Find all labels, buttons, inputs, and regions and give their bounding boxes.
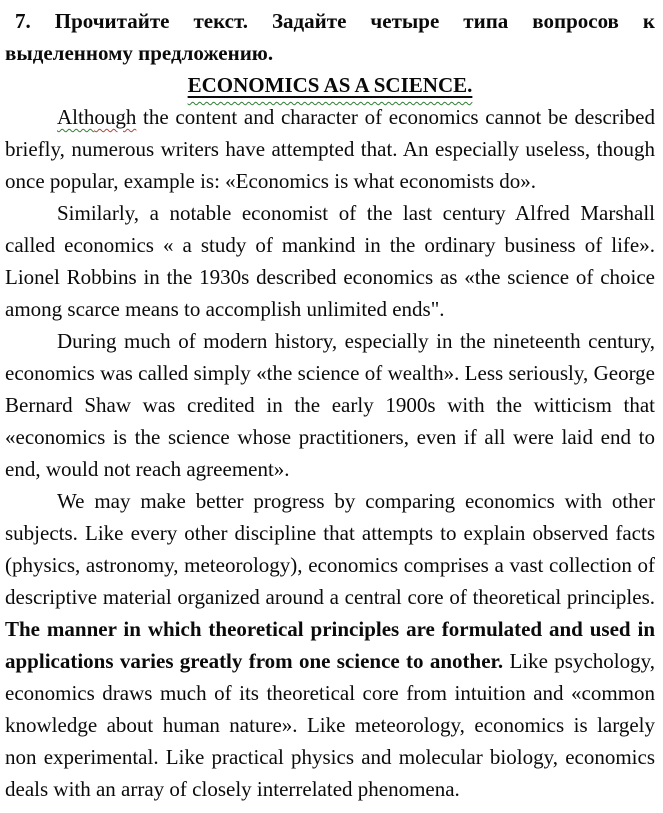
text-run: the content and character of economics cannot be described briefly, numerous writers have attempted that. An especially useless, though once popular, example is: «Economics is what economists do». — [5, 105, 655, 193]
misspelled-word-part: ough — [94, 105, 137, 129]
misspelled-word-part: Alth — [57, 105, 95, 129]
paragraph — [5, 197, 655, 325]
paragraph — [5, 325, 655, 485]
paragraph — [5, 101, 655, 197]
text-run: Similarly, a notable economist of the last century Alfred Marshall called economics « a study of mankind in the ordinary business of life». Lionel Robbins in the 1930s described economics as «the science of choice among scarce means to accomplish unlimited ends". — [5, 201, 655, 321]
bold-text-run: The manner in which theoretical principles are formulated and used in applications varies greatly from one science to another. — [5, 617, 655, 673]
document-title-row — [5, 69, 655, 101]
text-run: We may make better progress by comparing economics with other subjects. Like every other discipline that attempts to explain observed facts (physics, astronomy, meteorology), economics comprises a vast collection of descriptive material organized around a central core of theoretical principles. — [5, 489, 655, 609]
text-run: Like psychology, economics draws much of its theoretical core from intuition and «common knowledge about human nature». Like meteorology, economics is largely non experimental. Like practical physics and molecular biology, economics deals with an array of closely interrelated phenomena. — [5, 649, 655, 801]
task-instruction: 7. Прочитайте текст. Задайте четыре типа вопросов к выделенному предложению. — [5, 9, 655, 65]
paragraphs — [5, 101, 655, 805]
paragraph — [5, 485, 655, 805]
text-run: During much of modern history, especially in the nineteenth century, economics was called simply «the science of wealth». Less seriously, George Bernard Shaw was credited in the early 1900s with the witticism that «economics is the science whose practitioners, even if all were laid end to end, would not reach agreement». — [5, 329, 655, 481]
document-title: ECONOMICS AS A SCIENCE. — [187, 73, 473, 97]
title-underline-wrap — [188, 73, 473, 97]
